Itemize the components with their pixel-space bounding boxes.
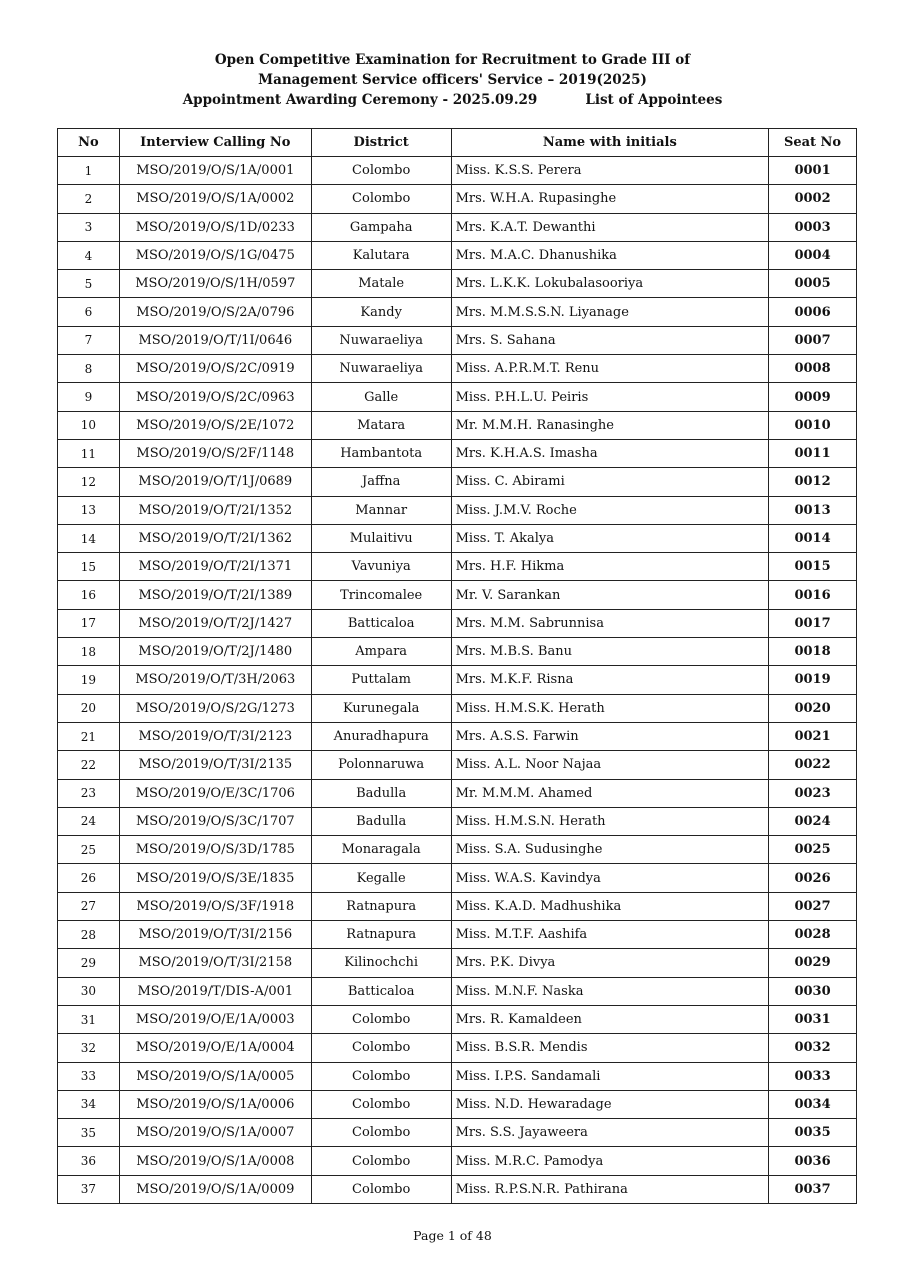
cell-name: Mrs. M.B.S. Banu <box>451 638 768 666</box>
cell-seat-no: 0003 <box>769 213 857 241</box>
cell-seat-no: 0031 <box>769 1005 857 1033</box>
document-header <box>0 50 905 110</box>
cell-seat-no: 0030 <box>769 977 857 1005</box>
cell-no: 9 <box>58 383 120 411</box>
cell-seat-no: 0007 <box>769 326 857 354</box>
appointees-table <box>57 128 857 1204</box>
cell-name: Mr. M.M.M. Ahamed <box>451 779 768 807</box>
cell-district: Matara <box>311 411 451 439</box>
cell-interview-calling-no: MSO/2019/O/S/3C/1707 <box>119 807 311 835</box>
cell-seat-no: 0009 <box>769 383 857 411</box>
cell-no: 2 <box>58 185 120 213</box>
cell-name: Miss. K.S.S. Perera <box>451 157 768 185</box>
cell-seat-no: 0004 <box>769 241 857 269</box>
cell-district: Colombo <box>311 1175 451 1203</box>
cell-district: Nuwaraeliya <box>311 355 451 383</box>
table-row <box>58 807 857 835</box>
cell-interview-calling-no: MSO/2019/O/S/2A/0796 <box>119 298 311 326</box>
cell-name: Mr. M.M.H. Ranasinghe <box>451 411 768 439</box>
cell-district: Colombo <box>311 185 451 213</box>
table-row <box>58 298 857 326</box>
cell-district: Colombo <box>311 1119 451 1147</box>
cell-district: Colombo <box>311 1062 451 1090</box>
page-number: Page 1 of 48 <box>413 1228 492 1243</box>
cell-interview-calling-no: MSO/2019/O/T/2J/1480 <box>119 638 311 666</box>
cell-no: 32 <box>58 1034 120 1062</box>
table-row <box>58 836 857 864</box>
cell-seat-no: 0008 <box>769 355 857 383</box>
cell-interview-calling-no: MSO/2019/O/S/1A/0005 <box>119 1062 311 1090</box>
cell-seat-no: 0017 <box>769 609 857 637</box>
title-line-3 <box>0 90 905 110</box>
table-row <box>58 722 857 750</box>
cell-seat-no: 0020 <box>769 694 857 722</box>
table-row <box>58 892 857 920</box>
table-row <box>58 213 857 241</box>
cell-no: 37 <box>58 1175 120 1203</box>
cell-seat-no: 0025 <box>769 836 857 864</box>
cell-no: 11 <box>58 439 120 467</box>
cell-interview-calling-no: MSO/2019/O/S/1G/0475 <box>119 241 311 269</box>
table-row <box>58 157 857 185</box>
cell-interview-calling-no: MSO/2019/O/T/2I/1352 <box>119 496 311 524</box>
cell-district: Gampaha <box>311 213 451 241</box>
table-row <box>58 581 857 609</box>
cell-interview-calling-no: MSO/2019/T/DIS-A/001 <box>119 977 311 1005</box>
cell-name: Mrs. S.S. Jayaweera <box>451 1119 768 1147</box>
cell-district: Monaragala <box>311 836 451 864</box>
cell-no: 20 <box>58 694 120 722</box>
cell-name: Miss. B.S.R. Mendis <box>451 1034 768 1062</box>
column-header-seat-no: Seat No <box>769 129 857 157</box>
cell-name: Miss. H.M.S.K. Herath <box>451 694 768 722</box>
cell-interview-calling-no: MSO/2019/O/T/3I/2158 <box>119 949 311 977</box>
table-row <box>58 977 857 1005</box>
cell-district: Kilinochchi <box>311 949 451 977</box>
cell-district: Badulla <box>311 807 451 835</box>
cell-name: Mrs. K.H.A.S. Imasha <box>451 439 768 467</box>
cell-interview-calling-no: MSO/2019/O/T/2I/1362 <box>119 524 311 552</box>
cell-no: 28 <box>58 921 120 949</box>
cell-no: 14 <box>58 524 120 552</box>
table-row <box>58 439 857 467</box>
cell-no: 17 <box>58 609 120 637</box>
table-row <box>58 949 857 977</box>
table-row <box>58 326 857 354</box>
cell-no: 8 <box>58 355 120 383</box>
cell-interview-calling-no: MSO/2019/O/S/1D/0233 <box>119 213 311 241</box>
cell-no: 16 <box>58 581 120 609</box>
cell-district: Kurunegala <box>311 694 451 722</box>
cell-name: Mrs. P.K. Divya <box>451 949 768 977</box>
cell-seat-no: 0016 <box>769 581 857 609</box>
table-row <box>58 553 857 581</box>
cell-no: 15 <box>58 553 120 581</box>
cell-no: 6 <box>58 298 120 326</box>
list-label: List of Appointees <box>585 92 723 108</box>
cell-name: Mrs. M.K.F. Risna <box>451 666 768 694</box>
cell-no: 35 <box>58 1119 120 1147</box>
cell-seat-no: 0026 <box>769 864 857 892</box>
cell-interview-calling-no: MSO/2019/O/S/1A/0009 <box>119 1175 311 1203</box>
cell-name: Miss. S.A. Sudusinghe <box>451 836 768 864</box>
table-row <box>58 383 857 411</box>
table-row <box>58 496 857 524</box>
ceremony-label: Appointment Awarding Ceremony - 2025.09.29 <box>182 92 538 108</box>
cell-district: Vavuniya <box>311 553 451 581</box>
cell-district: Badulla <box>311 779 451 807</box>
table-row <box>58 1062 857 1090</box>
table-row <box>58 864 857 892</box>
cell-interview-calling-no: MSO/2019/O/S/3F/1918 <box>119 892 311 920</box>
cell-no: 3 <box>58 213 120 241</box>
cell-interview-calling-no: MSO/2019/O/S/3D/1785 <box>119 836 311 864</box>
cell-interview-calling-no: MSO/2019/O/S/2C/0963 <box>119 383 311 411</box>
cell-interview-calling-no: MSO/2019/O/E/1A/0003 <box>119 1005 311 1033</box>
cell-interview-calling-no: MSO/2019/O/T/2I/1371 <box>119 553 311 581</box>
table-row <box>58 1119 857 1147</box>
cell-interview-calling-no: MSO/2019/O/T/1J/0689 <box>119 468 311 496</box>
column-header-no: No <box>58 129 120 157</box>
cell-name: Miss. M.R.C. Pamodya <box>451 1147 768 1175</box>
cell-seat-no: 0036 <box>769 1147 857 1175</box>
cell-name: Mr. V. Sarankan <box>451 581 768 609</box>
cell-interview-calling-no: MSO/2019/O/T/2J/1427 <box>119 609 311 637</box>
cell-interview-calling-no: MSO/2019/O/S/1A/0002 <box>119 185 311 213</box>
table-row <box>58 1175 857 1203</box>
cell-district: Trincomalee <box>311 581 451 609</box>
table-row <box>58 779 857 807</box>
cell-district: Colombo <box>311 157 451 185</box>
cell-interview-calling-no: MSO/2019/O/S/2G/1273 <box>119 694 311 722</box>
cell-no: 5 <box>58 270 120 298</box>
cell-seat-no: 0018 <box>769 638 857 666</box>
cell-name: Mrs. M.M. Sabrunnisa <box>451 609 768 637</box>
cell-district: Hambantota <box>311 439 451 467</box>
cell-district: Mannar <box>311 496 451 524</box>
cell-interview-calling-no: MSO/2019/O/S/1A/0001 <box>119 157 311 185</box>
cell-interview-calling-no: MSO/2019/O/S/2C/0919 <box>119 355 311 383</box>
cell-interview-calling-no: MSO/2019/O/T/1I/0646 <box>119 326 311 354</box>
cell-seat-no: 0034 <box>769 1090 857 1118</box>
cell-district: Puttalam <box>311 666 451 694</box>
cell-name: Mrs. A.S.S. Farwin <box>451 722 768 750</box>
table-row <box>58 1005 857 1033</box>
table-row <box>58 921 857 949</box>
cell-interview-calling-no: MSO/2019/O/T/3I/2156 <box>119 921 311 949</box>
cell-district: Ratnapura <box>311 921 451 949</box>
cell-name: Miss. A.P.R.M.T. Renu <box>451 355 768 383</box>
cell-seat-no: 0035 <box>769 1119 857 1147</box>
cell-seat-no: 0027 <box>769 892 857 920</box>
cell-interview-calling-no: MSO/2019/O/E/3C/1706 <box>119 779 311 807</box>
table-row <box>58 241 857 269</box>
cell-name: Miss. K.A.D. Madhushika <box>451 892 768 920</box>
cell-name: Miss. J.M.V. Roche <box>451 496 768 524</box>
cell-district: Ampara <box>311 638 451 666</box>
cell-name: Miss. H.M.S.N. Herath <box>451 807 768 835</box>
cell-seat-no: 0023 <box>769 779 857 807</box>
cell-name: Miss. A.L. Noor Najaa <box>451 751 768 779</box>
table-row <box>58 524 857 552</box>
table-row <box>58 694 857 722</box>
cell-interview-calling-no: MSO/2019/O/T/3H/2063 <box>119 666 311 694</box>
cell-seat-no: 0015 <box>769 553 857 581</box>
cell-name: Miss. N.D. Hewaradage <box>451 1090 768 1118</box>
cell-name: Mrs. S. Sahana <box>451 326 768 354</box>
cell-name: Miss. W.A.S. Kavindya <box>451 864 768 892</box>
cell-seat-no: 0014 <box>769 524 857 552</box>
column-header-interview-calling-no: Interview Calling No <box>119 129 311 157</box>
cell-interview-calling-no: MSO/2019/O/S/2F/1148 <box>119 439 311 467</box>
cell-no: 13 <box>58 496 120 524</box>
cell-seat-no: 0010 <box>769 411 857 439</box>
cell-district: Anuradhapura <box>311 722 451 750</box>
column-header-district: District <box>311 129 451 157</box>
cell-no: 19 <box>58 666 120 694</box>
cell-no: 25 <box>58 836 120 864</box>
cell-no: 34 <box>58 1090 120 1118</box>
cell-name: Miss. T. Akalya <box>451 524 768 552</box>
cell-seat-no: 0005 <box>769 270 857 298</box>
table-row <box>58 609 857 637</box>
cell-seat-no: 0006 <box>769 298 857 326</box>
cell-interview-calling-no: MSO/2019/O/S/1H/0597 <box>119 270 311 298</box>
table-row <box>58 1034 857 1062</box>
cell-name: Mrs. L.K.K. Lokubalasooriya <box>451 270 768 298</box>
cell-name: Miss. P.H.L.U. Peiris <box>451 383 768 411</box>
cell-district: Jaffna <box>311 468 451 496</box>
cell-interview-calling-no: MSO/2019/O/T/3I/2123 <box>119 722 311 750</box>
cell-district: Batticaloa <box>311 977 451 1005</box>
table-row <box>58 411 857 439</box>
cell-district: Mulaitivu <box>311 524 451 552</box>
cell-name: Miss. M.T.F. Aashifa <box>451 921 768 949</box>
cell-seat-no: 0024 <box>769 807 857 835</box>
cell-name: Mrs. W.H.A. Rupasinghe <box>451 185 768 213</box>
cell-seat-no: 0013 <box>769 496 857 524</box>
cell-no: 12 <box>58 468 120 496</box>
title-line-1: Open Competitive Examination for Recruitment to Grade III of <box>214 52 691 68</box>
cell-seat-no: 0001 <box>769 157 857 185</box>
title-line-2: Management Service officers' Service – 2019(2025) <box>258 72 647 88</box>
cell-name: Mrs. H.F. Hikma <box>451 553 768 581</box>
cell-district: Colombo <box>311 1147 451 1175</box>
table-row <box>58 468 857 496</box>
cell-no: 26 <box>58 864 120 892</box>
column-header-name: Name with initials <box>451 129 768 157</box>
cell-no: 10 <box>58 411 120 439</box>
cell-district: Batticaloa <box>311 609 451 637</box>
cell-district: Colombo <box>311 1005 451 1033</box>
cell-no: 24 <box>58 807 120 835</box>
cell-no: 4 <box>58 241 120 269</box>
cell-name: Miss. C. Abirami <box>451 468 768 496</box>
table-header-row <box>58 129 857 157</box>
table-row <box>58 185 857 213</box>
cell-no: 36 <box>58 1147 120 1175</box>
cell-district: Kalutara <box>311 241 451 269</box>
cell-name: Miss. I.P.S. Sandamali <box>451 1062 768 1090</box>
cell-interview-calling-no: MSO/2019/O/S/3E/1835 <box>119 864 311 892</box>
cell-seat-no: 0029 <box>769 949 857 977</box>
cell-seat-no: 0002 <box>769 185 857 213</box>
cell-seat-no: 0019 <box>769 666 857 694</box>
cell-district: Colombo <box>311 1034 451 1062</box>
cell-district: Colombo <box>311 1090 451 1118</box>
table-row <box>58 355 857 383</box>
cell-interview-calling-no: MSO/2019/O/S/1A/0008 <box>119 1147 311 1175</box>
table-row <box>58 1147 857 1175</box>
cell-seat-no: 0033 <box>769 1062 857 1090</box>
cell-district: Ratnapura <box>311 892 451 920</box>
table-row <box>58 1090 857 1118</box>
cell-no: 22 <box>58 751 120 779</box>
cell-no: 1 <box>58 157 120 185</box>
table-row <box>58 666 857 694</box>
cell-district: Kegalle <box>311 864 451 892</box>
cell-name: Miss. M.N.F. Naska <box>451 977 768 1005</box>
cell-interview-calling-no: MSO/2019/O/S/1A/0006 <box>119 1090 311 1118</box>
cell-no: 30 <box>58 977 120 1005</box>
cell-district: Matale <box>311 270 451 298</box>
cell-seat-no: 0032 <box>769 1034 857 1062</box>
cell-interview-calling-no: MSO/2019/O/T/2I/1389 <box>119 581 311 609</box>
cell-interview-calling-no: MSO/2019/O/T/3I/2135 <box>119 751 311 779</box>
cell-no: 21 <box>58 722 120 750</box>
cell-seat-no: 0011 <box>769 439 857 467</box>
cell-seat-no: 0022 <box>769 751 857 779</box>
table-row <box>58 270 857 298</box>
cell-name: Mrs. M.M.S.S.N. Liyanage <box>451 298 768 326</box>
cell-name: Mrs. R. Kamaldeen <box>451 1005 768 1033</box>
cell-district: Galle <box>311 383 451 411</box>
cell-interview-calling-no: MSO/2019/O/S/2E/1072 <box>119 411 311 439</box>
cell-district: Kandy <box>311 298 451 326</box>
cell-interview-calling-no: MSO/2019/O/E/1A/0004 <box>119 1034 311 1062</box>
cell-no: 7 <box>58 326 120 354</box>
cell-seat-no: 0028 <box>769 921 857 949</box>
table-row <box>58 751 857 779</box>
cell-interview-calling-no: MSO/2019/O/S/1A/0007 <box>119 1119 311 1147</box>
cell-district: Polonnaruwa <box>311 751 451 779</box>
cell-name: Mrs. K.A.T. Dewanthi <box>451 213 768 241</box>
cell-no: 33 <box>58 1062 120 1090</box>
cell-no: 27 <box>58 892 120 920</box>
cell-district: Nuwaraeliya <box>311 326 451 354</box>
cell-name: Mrs. M.A.C. Dhanushika <box>451 241 768 269</box>
cell-no: 29 <box>58 949 120 977</box>
cell-seat-no: 0037 <box>769 1175 857 1203</box>
cell-seat-no: 0012 <box>769 468 857 496</box>
cell-no: 18 <box>58 638 120 666</box>
table-row <box>58 638 857 666</box>
cell-name: Miss. R.P.S.N.R. Pathirana <box>451 1175 768 1203</box>
cell-no: 31 <box>58 1005 120 1033</box>
cell-seat-no: 0021 <box>769 722 857 750</box>
cell-no: 23 <box>58 779 120 807</box>
